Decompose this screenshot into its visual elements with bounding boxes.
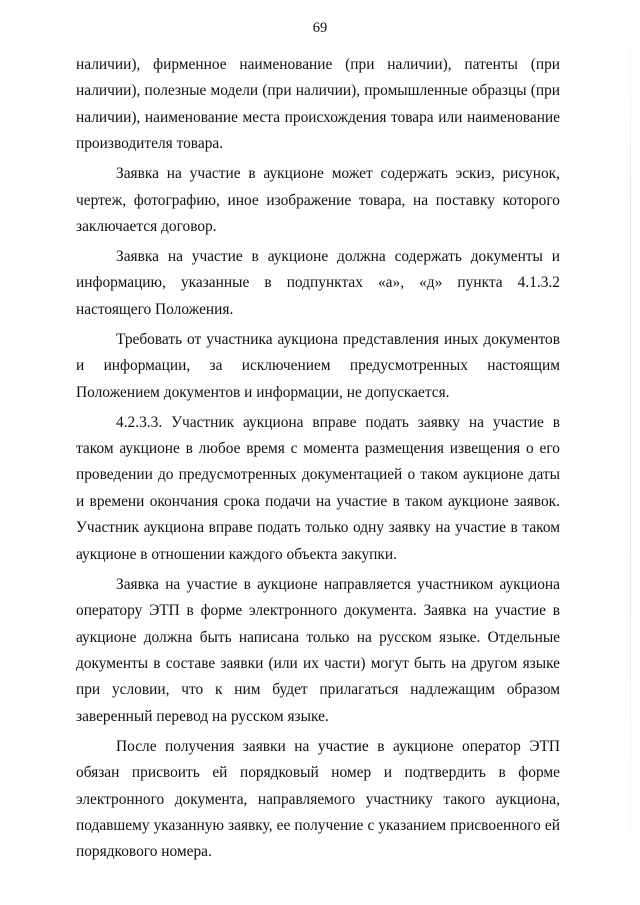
- paragraph: После получения заявки на участие в аукционе оператор ЭТП обязан присвоить ей порядковый номер и подтвердить в форме электронного документа, направляемого участнику такого аукциона, подавшему указанную заявку, ее получение с указанием присвоенного ей порядкового номера.: [76, 737, 560, 861]
- page-number: 69: [312, 20, 328, 36]
- document-body: [76, 52, 560, 869]
- paragraph: Заявка на участие в аукционе направляется участником аукциона оператору ЭТП в форме электронного документа. Заявка на участие в аукционе должна быть написана только на русском языке. Отдельные документы в составе заявки (или их части) могут быть на другом языке при условии, что к ним будет прилагаться надлежащим образом заверенный перевод на русском языке.: [76, 575, 560, 725]
- scan-edge: [630, 0, 631, 905]
- paragraph-clause-4-2-3-3: 4.2.3.3. Участник аукциона вправе подать заявку на участие в таком аукционе в любое время с момента размещения извещения о его проведении до предусмотренных документацией о таком аукционе даты и времени окончания срока подачи на участие в таком аукционе заявок. Участник аукциона вправе подать только одну заявку на участие в таком аукционе в отношении каждого объекта закупки.: [76, 413, 560, 563]
- paragraph: Заявка на участие в аукционе может содержать эскиз, рисунок, чертеж, фотографию, иное изображение товара, на поставку которого заключается договор.: [76, 165, 560, 236]
- paragraph-continuation: наличии), фирменное наименование (при наличии), патенты (при наличии), полезные модели (при наличии), промышленные образцы (при наличии), наименование места происхождения товара или наименование производителя товара.: [76, 56, 560, 153]
- paragraph: Заявка на участие в аукционе должна содержать документы и информацию, указанные в подпунктах «а», «д» пункта 4.1.3.2 настоящего Положения.: [76, 248, 560, 318]
- paragraph: Требовать от участника аукциона представления иных документов и информации, за исключением предусмотренных настоящим Положением документов и информации, не допускается.: [76, 330, 560, 401]
